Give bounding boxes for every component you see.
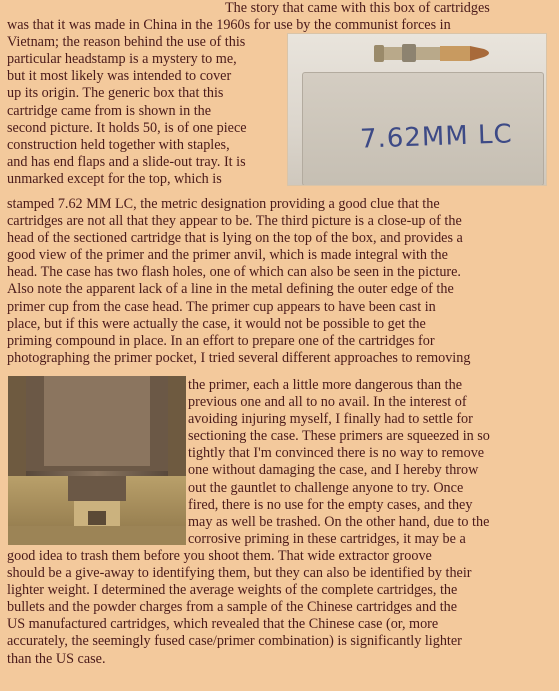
text-line: US manufactured cartridges, which revealed that the Chinese case (or, more <box>7 616 439 633</box>
text-line: second picture. It holds 50, is of one piece <box>7 119 247 136</box>
text-line: cartridge came from is shown in the <box>7 102 212 119</box>
text-line: good idea to trash them before you shoot them. That wide extractor groove <box>7 548 432 564</box>
text-line: than the US case. <box>7 650 106 667</box>
text-line: was that it was made in China in the 1960s for use by the communist forces in <box>7 17 451 33</box>
text-line: avoiding injuring myself, I finally had to settle for <box>188 411 473 428</box>
text-line: cartridges are not all that they appear to be. The third picture is a close-up of the <box>7 213 462 230</box>
primer-section-photo <box>8 376 186 545</box>
text-line: head. The case has two flash holes, one of which can also be seen in the picture. <box>7 264 461 281</box>
text-line: bullets and the powder charges from a sample of the Chinese cartridges and the <box>7 599 458 616</box>
text-line: lighter weight. I determined the average weights of the complete cartridges, the <box>7 582 458 599</box>
text-line: accurately, the seemingly fused case/primer combination) is significantly lighter <box>7 633 462 650</box>
text-line: up its origin. The generic box that this <box>7 85 224 102</box>
text-line: Also note the apparent lack of a line in the metal defining the outer edge of the <box>7 281 454 298</box>
text-line: The story that came with this box of cartridges <box>225 0 490 16</box>
text-line: the primer, each a little more dangerous than the <box>188 377 463 393</box>
text-line: corrosive priming in these cartridges, it may be a <box>188 530 466 547</box>
text-line: out the gauntlet to challenge anyone to try. Once <box>188 479 464 496</box>
text-line: particular headstamp is a mystery to me, <box>7 51 237 68</box>
text-line: one without damaging the case, and I hereby throw <box>188 462 479 479</box>
text-line: primer cup from the case head. The primer cup appears to have been cast in <box>7 298 436 315</box>
cartridge-box-photo <box>287 33 547 186</box>
text-line: previous one and all to no avail. In the interest of <box>188 394 467 411</box>
text-line: stamped 7.62 MM LC, the metric designation providing a good clue that the <box>7 196 440 212</box>
text-line: good view of the primer and the primer anvil, which is made integral with the <box>7 247 448 264</box>
text-line: fired, there is no use for the empty cases, and they <box>188 496 473 513</box>
text-line: unmarked except for the top, which is <box>7 170 222 187</box>
cartridge-image <box>374 40 498 66</box>
text-line: priming compound in place. In an effort to prepare one of the cartridges for <box>7 332 435 349</box>
box-stamp-text: 7.62MM LC <box>359 119 514 155</box>
text-line: should be a give-away to identifying them, but they can also be identified by their <box>7 565 472 582</box>
text-line: but it most likely was intended to cover <box>7 68 232 85</box>
text-line: photographing the primer pocket, I tried several different approaches to removing <box>7 349 471 366</box>
text-line: tightly that I'm convinced there is no way to remove <box>188 445 485 462</box>
text-line: place, but if this were actually the case, it would not be possible to get the <box>7 315 426 332</box>
text-line: construction held together with staples, <box>7 136 230 153</box>
text-line: may as well be trashed. On the other hand, due to the <box>188 513 490 530</box>
text-line: Vietnam; the reason behind the use of this <box>7 34 246 51</box>
text-line: sectioning the case. These primers are squeezed in so <box>188 428 490 445</box>
text-line: and has end flaps and a slide-out tray. It is <box>7 153 246 170</box>
sectioned-cartridge-image <box>8 376 186 545</box>
text-line: head of the sectioned cartridge that is lying on the top of the box, and provides a <box>7 230 463 247</box>
